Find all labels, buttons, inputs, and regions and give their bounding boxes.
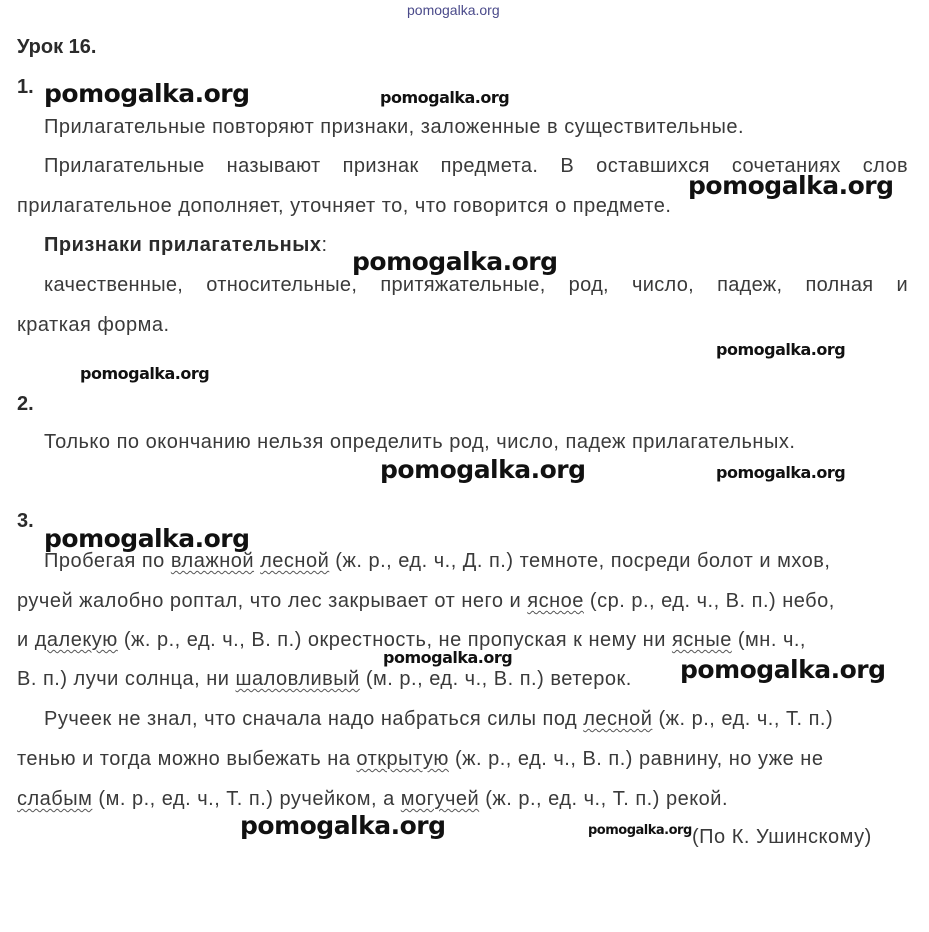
text-run: Пробегая по (44, 550, 171, 572)
task3-p2-line1 (44, 708, 833, 731)
text-run: тенью и тогда можно выбежать на (17, 748, 357, 770)
task1-features-line1: качественные, относительные, притяжательные, род, число, падеж, полная и (44, 274, 908, 296)
text-run: (ж. р., ед. ч., Д. п.) темноте, посреди болот и мхов, (329, 550, 831, 572)
task1-number: 1. (17, 76, 34, 98)
watermark: pomogalka.org (380, 88, 510, 107)
lesson-title: Урок 16. (17, 36, 97, 58)
text-run: В. п.) лучи солнца, ни (17, 668, 236, 690)
adjective-underlined: далекую (34, 629, 118, 651)
text-run: ручей жалобно роптал, что лес закрывает от него и (17, 590, 528, 612)
adjective-underlined: ясные (671, 629, 732, 651)
watermark: pomogalka.org (588, 823, 692, 838)
task1-line2: Прилагательные называют признак предмета. В оставшихся сочетаниях слов (44, 155, 908, 177)
adjective-underlined: слабым (17, 788, 93, 810)
adjective-underlined: лесной (260, 550, 330, 572)
text-run: (ж. р., ед. ч., В. п.) равнину, но уже не (448, 748, 824, 770)
adjective-underlined: лесной (583, 708, 653, 730)
features-heading-bold: Признаки прилагательных (44, 234, 322, 256)
text-run: (м. р., ед. ч., Т. п.) ручейком, а (92, 788, 401, 810)
watermark: pomogalka.org (680, 655, 886, 684)
text-run: и (17, 629, 35, 651)
task1-line3: прилагательное дополняет, уточняет то, что говорится о предмете. (17, 195, 672, 217)
watermark: pomogalka.org (44, 524, 250, 553)
text-run: (мн. ч., (731, 629, 806, 651)
watermark: pomogalka.org (44, 79, 250, 108)
watermark: pomogalka.org (716, 340, 846, 359)
watermark: pomogalka.org (80, 364, 210, 383)
task1-features-heading (44, 234, 328, 257)
task1-features-line2: краткая форма. (17, 314, 170, 336)
task3-p1-line4 (17, 668, 632, 691)
task3-attribution: (По К. Ушинскому) (692, 826, 872, 848)
task3-p2-line3 (17, 788, 728, 811)
text-run: (ж. р., ед. ч., Т. п.) рекой. (479, 788, 729, 810)
watermark-top: pomogalka.org (407, 2, 500, 18)
watermark: pomogalka.org (380, 455, 586, 484)
text-run: (ж. р., ед. ч., Т. п.) (652, 708, 834, 730)
adjective-underlined: шаловливый (235, 668, 360, 690)
watermark: pomogalka.org (383, 648, 513, 667)
watermark: pomogalka.org (716, 463, 846, 482)
text-run: (ж. р., ед. ч., В. п.) окрестность, не пропуская к нему ни (117, 629, 672, 651)
task2-number: 2. (17, 393, 34, 415)
adjective-underlined: могучей (400, 788, 480, 810)
text-run: Ручеек не знал, что сначала надо набраться силы под (44, 708, 584, 730)
adjective-underlined: влажной (170, 550, 255, 572)
task1-line1: Прилагательные повторяют признаки, заложенные в существительные. (44, 116, 745, 138)
adjective-underlined: ясное (527, 590, 584, 612)
task3-p2-line2 (17, 748, 823, 771)
adjective-underlined: открытую (356, 748, 449, 770)
task2-line1: Только по окончанию нельзя определить род, число, падеж прилагательных. (44, 431, 796, 453)
watermark: pomogalka.org (688, 171, 894, 200)
task3-p1-line1 (44, 550, 830, 573)
task3-number: 3. (17, 510, 34, 532)
text-run: (м. р., ед. ч., В. п.) ветерок. (359, 668, 632, 690)
features-heading-colon: : (321, 234, 328, 256)
task3-p1-line2 (17, 590, 835, 613)
text-run: (ср. р., ед. ч., В. п.) небо, (583, 590, 835, 612)
watermark: pomogalka.org (240, 811, 446, 840)
watermark: pomogalka.org (352, 247, 558, 276)
